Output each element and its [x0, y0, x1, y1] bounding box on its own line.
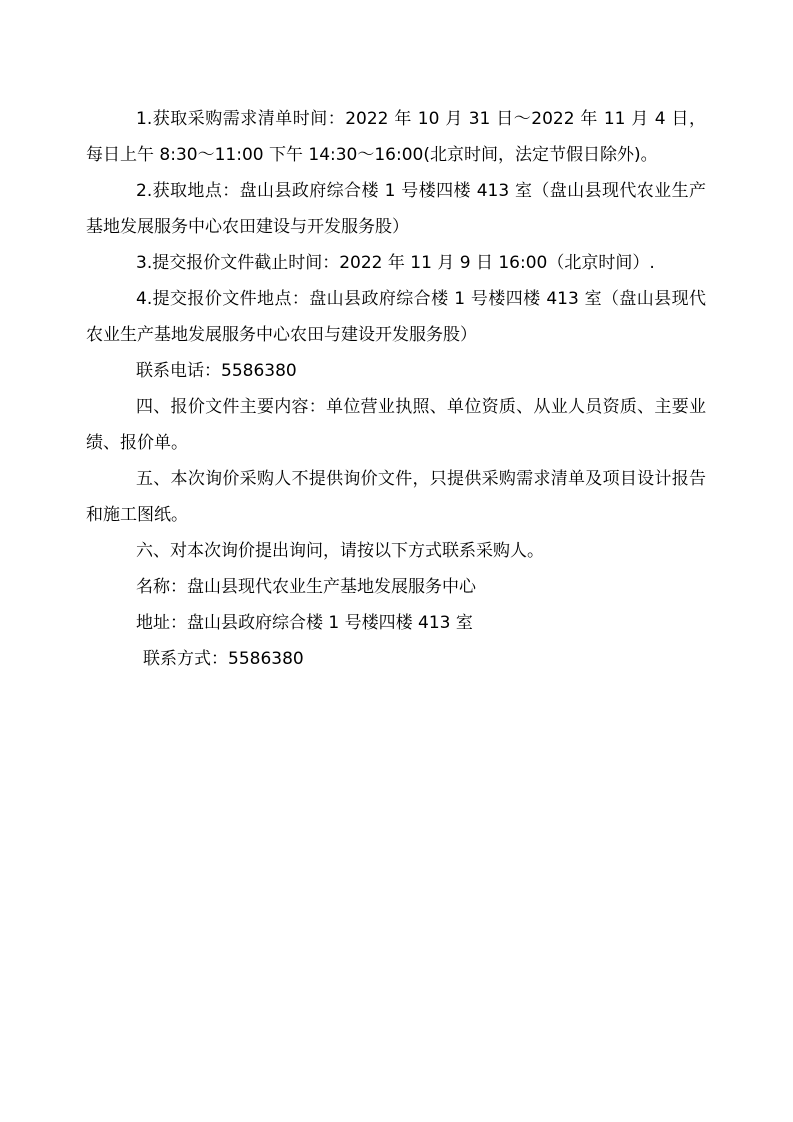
document-body — [86, 101, 706, 677]
paragraph-submission-deadline: 3.提交报价文件截止时间：2022 年 11 月 9 日 16:00（北京时间）. — [136, 253, 655, 273]
paragraph-submission-location: 4.提交报价文件地点：盘山县政府综合楼 1 号楼四楼 413 室（盘山县现代农业生产基地发展服务中心农田与建设开发服务股） — [86, 289, 706, 345]
paragraph-procurement-list-time: 1.获取采购需求清单时间：2022 年 10 月 31 日～2022 年 11 月 4 日，每日上午 8:30～11:00 下午 14:30～16:00(北京时间，法定节假日除外)。 — [86, 109, 706, 165]
paragraph-inquiry-contact: 六、对本次询价提出询问，请按以下方式联系采购人。 — [136, 541, 544, 561]
paragraph-inquiry-notice: 五、本次询价采购人不提供询价文件，只提供采购需求清单及项目设计报告和施工图纸。 — [86, 469, 706, 525]
paragraph-contact-method: 联系方式：5586380 — [143, 649, 304, 669]
paragraph-pickup-location: 2.获取地点：盘山县政府综合楼 1 号楼四楼 413 室（盘山县现代农业生产基地发展服务中心农田建设与开发服务股） — [86, 181, 706, 237]
paragraph-purchaser-name: 名称：盘山县现代农业生产基地发展服务中心 — [136, 577, 476, 597]
paragraph-contact-phone: 联系电话：5586380 — [136, 361, 297, 381]
paragraph-purchaser-address: 地址：盘山县政府综合楼 1 号楼四楼 413 室 — [136, 613, 473, 633]
paragraph-quote-contents: 四、报价文件主要内容：单位营业执照、单位资质、从业人员资质、主要业绩、报价单。 — [86, 397, 706, 453]
